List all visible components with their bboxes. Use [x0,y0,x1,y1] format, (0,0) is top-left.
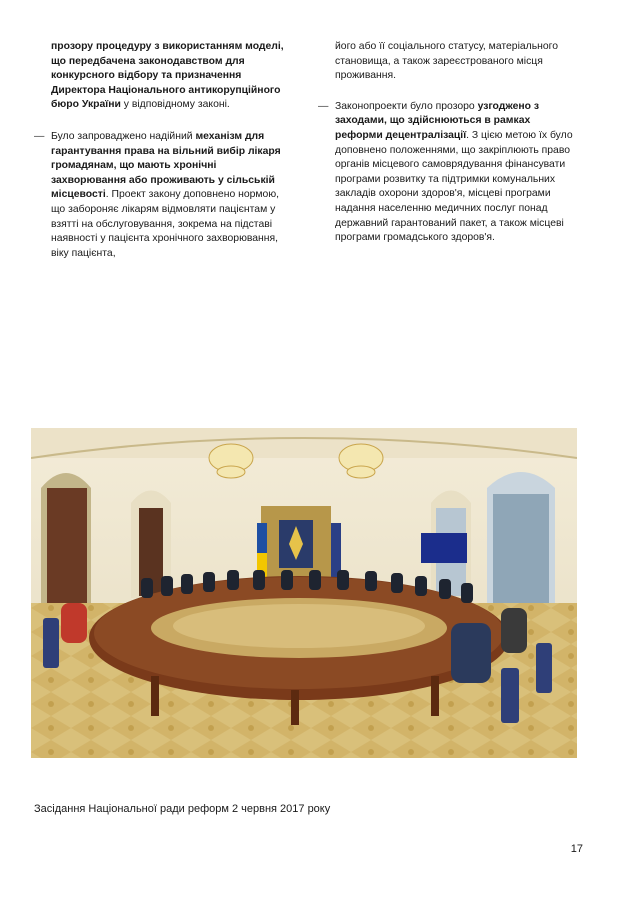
paragraph-decentralization [318,100,580,246]
paragraph-doctor-bold: механізм для гарантування права на вільний вибір лікаря громадянам, що мають хронічні захворювання або проживають у сільській місцевості [51,130,281,201]
paragraph-doctor-choice [34,130,284,261]
bullet-dash: — [318,100,329,112]
bullet-dash: — [34,130,45,142]
paragraph-status-text: його або її соціального статусу, матеріального становища, а також зареєстрованого місця проживання. [335,41,558,82]
meeting-photo [31,428,577,758]
flag-ukraine [257,523,267,553]
paragraph-doctor-lead: Було запроваджено надійний [51,130,196,142]
paragraph-decentralization-bold: узгоджено з заходами, що здійснюються в рамках реформи децентралізації [335,100,540,141]
left-column [34,40,284,261]
paragraph-decentralization-lead: Законопроекти було прозоро [335,100,478,112]
paragraph-nabu-text: у відповідному законі. [120,99,230,111]
participant-red-dress [61,603,87,643]
page-number: 17 [570,843,583,855]
presentation-screen [421,533,467,563]
paragraph-nabu [34,40,284,113]
paragraph-decentralization-rest: . З цією метою їх було доповнено положеннями, що закріплюють право органів місцевого самоврядування фінансувати програми розвитку та підтримки комунальних закладів охорони здоров'я, місцеві програми надання населенню медичних послуг понад державний гарантований пакет, а також місцеві програми громадського здоров'я. [335,129,573,244]
paragraph-status [318,40,580,84]
participant-foreground-right [451,623,491,683]
paragraph-nabu-bold: прозору процедуру з використанням моделі, що передбачена законодавством для конкурсного відбору та призначення Директора Національного антикорупційного бюро України [51,41,284,111]
window-left [41,473,91,608]
photo-caption: Засідання Національної ради реформ 2 червня 2017 року [34,803,331,815]
window-right [487,472,555,618]
paragraph-doctor-rest: . Проект закону доповнено нормою, що забороняє лікарям відмовляти пацієнтам у взятті на обслуговування, зокрема на підставі наявності у пацієнта хронічного захворювання, віку пацієнта, [51,189,280,259]
right-column [318,40,580,246]
